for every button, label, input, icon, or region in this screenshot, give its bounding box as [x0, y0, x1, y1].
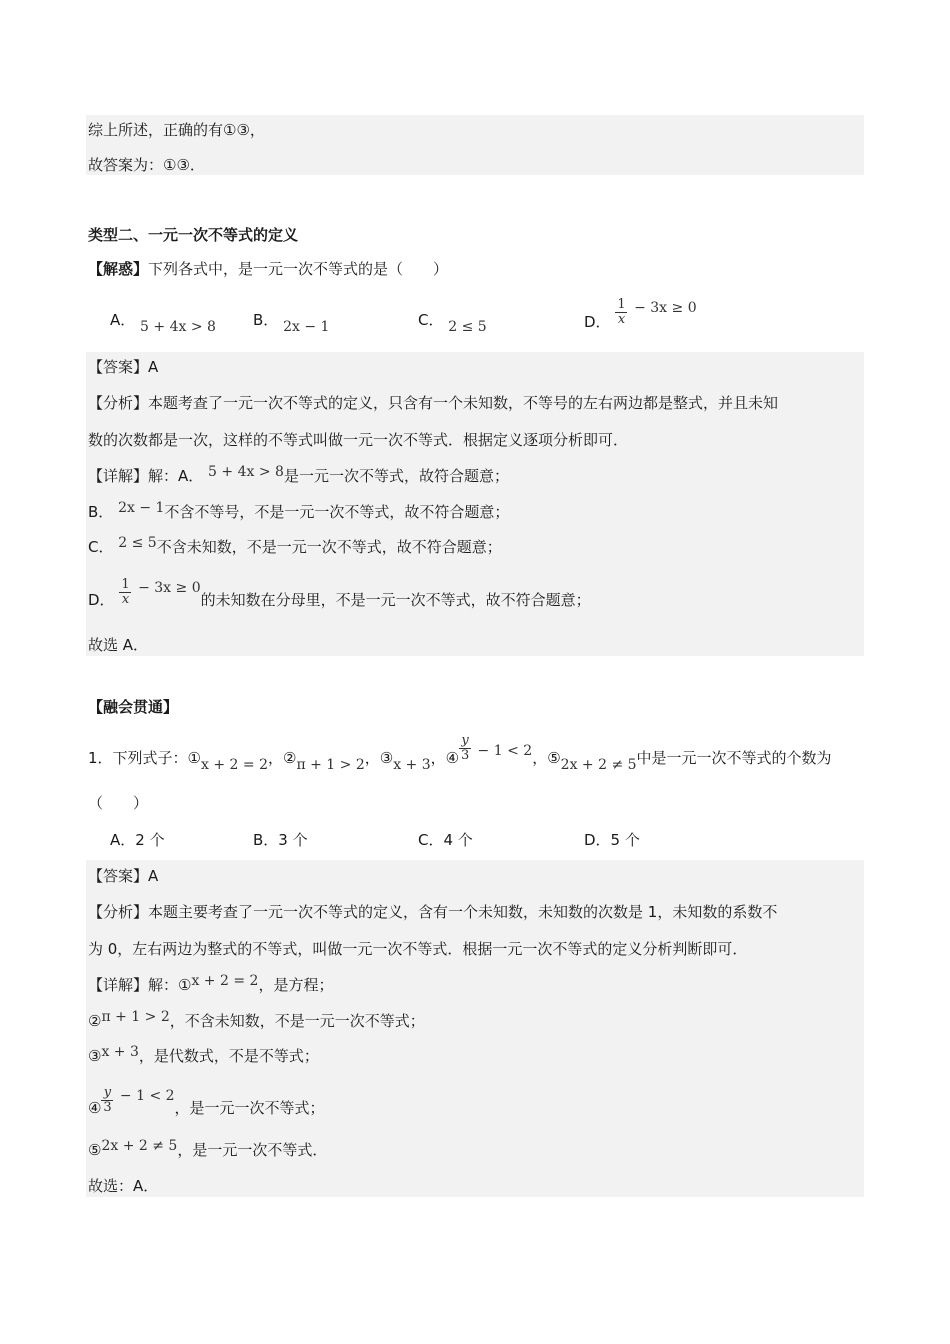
question-text: 下列各式中，是一元一次不等式的是（ ） [148, 260, 449, 278]
conclusion-1: 故选 A． [88, 636, 149, 654]
detail-2-4-fraction: $\frac{y}{3}$ [103, 1085, 112, 1115]
analysis-2-line1: 【分析】本题主要考查了一元一次不等式的定义，含有一个未知数，未知数的次数是 1，未知数的系数不 [88, 903, 778, 921]
conclusion-2: 故选：A． [88, 1177, 159, 1195]
answer-line-2: 【答案】A [88, 867, 159, 885]
analysis-2-line2: 为 0，左右两边为整式的不等式，叫做一元一次不等式．根据一元一次不等式的定义分析判断即可． [88, 940, 748, 958]
q1-paren: （ ） [88, 794, 149, 812]
detail-2-3: ③x + 3，是代数式，不是不等式； [88, 1044, 319, 1065]
prev-final: 故答案为：①③． [88, 156, 205, 174]
q1-option-c: C．4 个 [418, 831, 473, 849]
q1-stem: 1．下列式子：①x + 2 = 2，②π + 1 > 2，③x + 3，④ $\frac{y}{3}$ − 1 < 2，⑤2x + 2 ≠ 5中是一元一次不等式的个数为 [88, 733, 832, 773]
option-b-expr: 2x − 1 [283, 319, 330, 335]
option-a: A． 5 + 4x > 8 [110, 311, 216, 335]
section2-title: 类型二、一元一次不等式的定义 [88, 226, 299, 244]
detail-2-4: ④ $\frac{y}{3}$ − 1 < 2，是一元一次不等式； [88, 1085, 325, 1117]
option-d: D． $\frac{1}{x}$ − 3x ≥ 0 [584, 297, 697, 331]
analysis-1-line2: 数的次数都是一次，这样的不等式叫做一元一次不等式．根据定义逐项分析即可． [88, 431, 629, 449]
detail-1-b: B． 2x − 1不含不等号，不是一元一次不等式，故不符合题意； [88, 500, 510, 521]
q1-option-d: D．5 个 [584, 831, 640, 849]
section3-title: 【融会贯通】 [88, 698, 179, 716]
option-d-fraction: $\frac{1}{x}$ [617, 297, 626, 327]
option-c-expr: 2 ≤ 5 [448, 319, 487, 335]
detail-1-d: D． $\frac{1}{x}$ − 3x ≥ 0的未知数在分母里，不是一元一次不等式，故不符合题意； [88, 577, 591, 609]
prev-summary: 综上所述，正确的有①③， [88, 121, 265, 139]
option-b: B． 2x − 1 [253, 311, 330, 335]
analysis-1-line1: 【分析】本题考查了一元一次不等式的定义，只含有一个未知数，不等号的左右两边都是整式，并且未知 [88, 394, 779, 412]
q1-option-b: B．3 个 [253, 831, 308, 849]
answer-line-1: 【答案】A [88, 358, 159, 376]
detail-1-c: C． 2 ≤ 5不含未知数，不是一元一次不等式，故不符合题意； [88, 535, 502, 556]
question-tag: 【解惑】 [88, 260, 149, 278]
option-c: C． 2 ≤ 5 [418, 311, 487, 335]
detail-1-d-fraction: $\frac{1}{x}$ [121, 577, 130, 607]
question-stem [88, 259, 448, 279]
detail-2-1: 【详解】解：①x + 2 = 2，是方程； [88, 973, 334, 994]
q1-option-a: A．2 个 [110, 831, 165, 849]
detail-1-a: 【详解】解：A． 5 + 4x > 8是一元一次不等式，故符合题意； [88, 464, 509, 485]
detail-2-5: ⑤2x + 2 ≠ 5，是一元一次不等式． [88, 1138, 328, 1159]
detail-2-2: ②π + 1 > 2，不含未知数，不是一元一次不等式； [88, 1009, 425, 1030]
option-a-expr: 5 + 4x > 8 [140, 319, 216, 335]
